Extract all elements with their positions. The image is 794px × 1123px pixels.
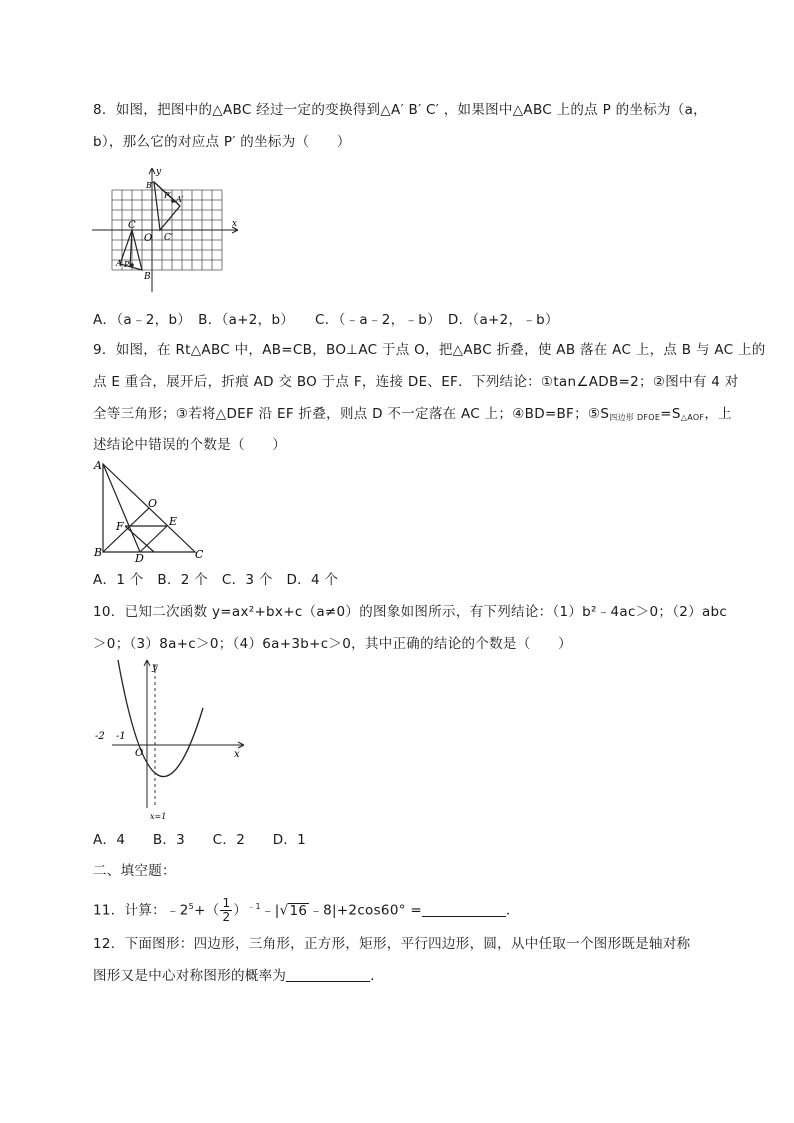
q9-text-line3: 全等三角形；③若将△DEF 沿 EF 折叠，则点 D 不一定落在 AC 上；④BD=BF；$⑤S_{四边形 DFOE}=S_{\triangle AOF}$，上 [93, 406, 732, 422]
q11-fraction: $\frac{1}{2}$ [222, 896, 231, 924]
svg-text:y: y [156, 167, 162, 177]
q10-text-line1: 10．已知二次函数 y=ax²+bx+c（a≠0）的图象如图所示，有下列结论：（1）b²﹣4ac＞0；（2）abc [93, 604, 728, 620]
point-p [130, 263, 134, 267]
svg-text:O: O [135, 748, 144, 759]
svg-text:A: A [94, 459, 102, 472]
q11-text: 11．计算：$﹣2^5+$（ $\frac{1}{2}$ ）$^{﹣1}$﹣|√16 ﹣8|+2cos60° = ． [93, 896, 520, 924]
q12-text-line2: 图形又是中心对称图形的概率为 ． [93, 968, 385, 984]
svg-text:P′: P′ [164, 191, 172, 200]
svg-text:B: B [94, 546, 103, 559]
q9-text-line1: 9．如图，在 Rt△ABC 中，AB=CB，BO⊥AC 于点 O，把△ABC 折叠，使 AB 落在 AC 上，点 B 与 AC 上的 [93, 342, 766, 358]
svg-text:P: P [124, 260, 130, 269]
svg-text:E: E [169, 515, 178, 528]
svg-text:x=1: x=1 [150, 812, 167, 821]
q8-text-line2: b），那么它的对应点 P′ 的坐标为（ ） [93, 134, 351, 150]
point-p-prime [171, 199, 175, 203]
svg-text:C: C [128, 220, 136, 231]
svg-text:O: O [144, 233, 153, 244]
parabola-curve [118, 660, 203, 777]
q8-figure [92, 164, 244, 296]
svg-text:y: y [152, 662, 158, 673]
q10-options: A．4 B．3 C．2 D．1 [93, 832, 307, 848]
q9-figure [92, 458, 212, 564]
q11-answer-blank[interactable] [422, 916, 506, 917]
svg-text:x: x [232, 219, 238, 229]
svg-text:x: x [234, 749, 240, 760]
q12-text-line1: 12．下面图形：四边形，三角形，正方形，矩形，平行四边形，圆，从中任取一个图形既是轴对称 [93, 936, 691, 952]
q12-answer-blank[interactable] [286, 981, 370, 982]
q8-text-line1: 8．如图，把图中的△ABC 经过一定的变换得到△A′ B′ C′ ，如果图中△ABC 上的点 P 的坐标为（a， [93, 102, 707, 118]
q10-figure [92, 658, 250, 822]
svg-text:C′: C′ [164, 233, 173, 243]
svg-text:D: D [135, 552, 144, 564]
svg-text:O: O [148, 497, 158, 510]
q8-options: A．（a﹣2，b） B．（a+2，b） C．（﹣a﹣2，﹣b） D．（a+2，﹣b） [93, 312, 559, 328]
q9-text-line4: 述结论中错误的个数是（ ） [93, 437, 287, 453]
svg-text:-1: -1 [116, 731, 126, 742]
svg-text:A′: A′ [176, 195, 184, 204]
svg-text:B′: B′ [146, 181, 154, 190]
svg-text:B: B [144, 272, 151, 282]
svg-text:C: C [195, 548, 204, 561]
svg-text:A: A [116, 259, 122, 268]
svg-text:F: F [116, 520, 124, 533]
q10-text-line2: ＞0；（3）8a+c＞0；（4）6a+3b+c＞0，其中正确的结论的个数是（ ） [93, 636, 572, 652]
q9-options: A．1 个 B．2 个 C．3 个 D．4 个 [93, 572, 339, 588]
svg-text:-2: -2 [95, 731, 105, 742]
section-title-fill-blank: 二、填空题： [93, 863, 176, 879]
q9-text-line2: 点 E 重合，展开后，折痕 AD 交 BO 于点 F，连接 DE、EF．下列结论：①tan∠ADB=2；②图中有 4 对 [93, 374, 739, 390]
